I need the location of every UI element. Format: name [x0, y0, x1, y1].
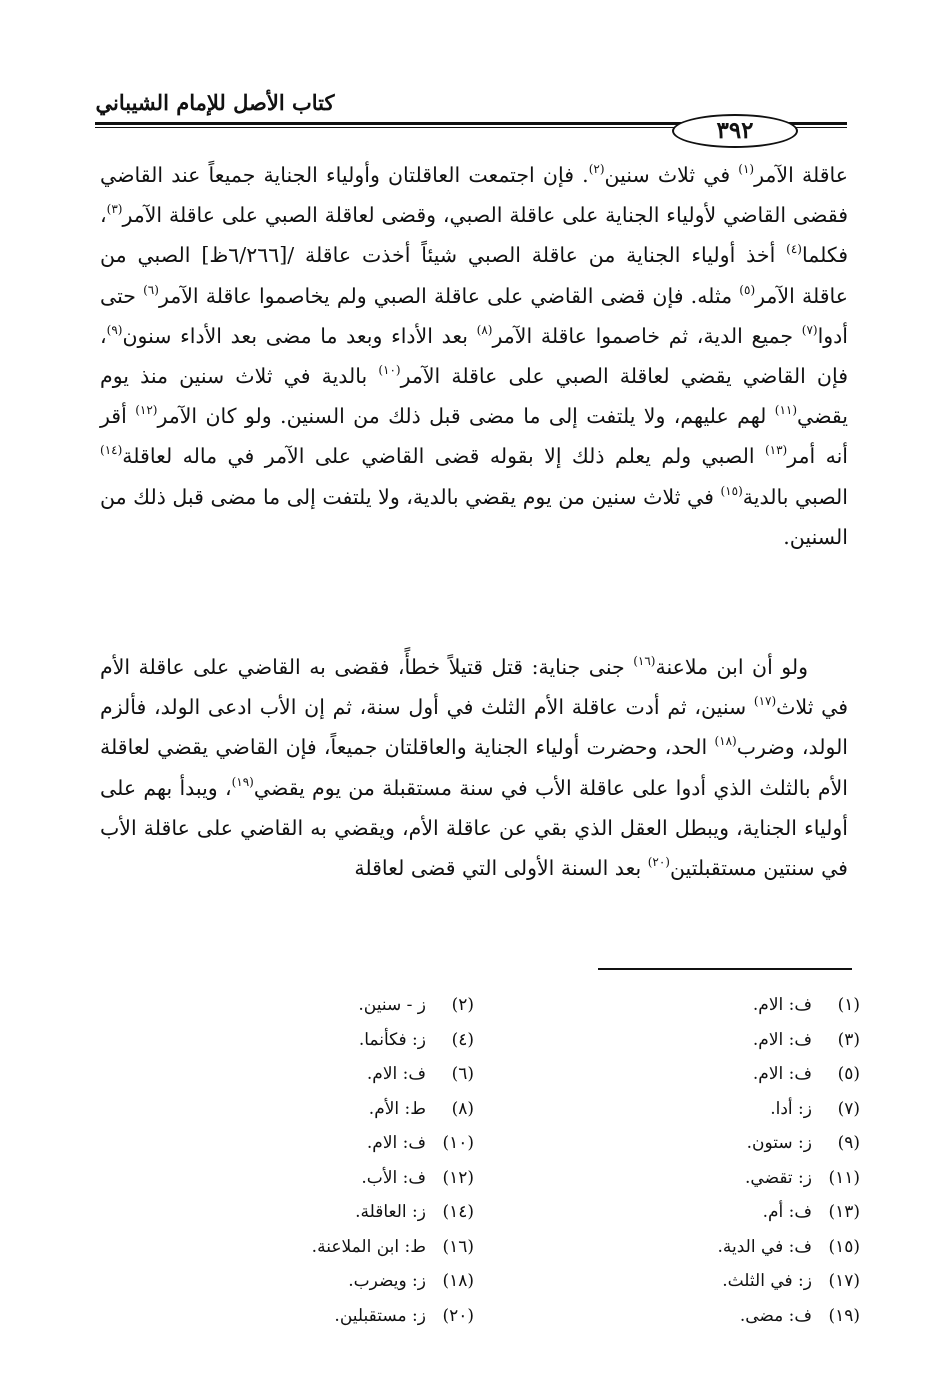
footnote-text: ز: ستون.	[746, 1133, 812, 1153]
footnote-item	[530, 1264, 860, 1299]
footnote-number: (١٧)	[828, 1271, 860, 1291]
footnote-text: ف: في الدية.	[717, 1236, 812, 1257]
footnote-marker: (١٩)	[231, 774, 254, 789]
footnote-marker: (١٣)	[764, 443, 788, 458]
text-run: أقر أنه أمر	[100, 404, 848, 469]
running-header-title: كتاب الأصل للإمام الشيباني	[95, 90, 335, 115]
footnote-number: (١٩)	[828, 1305, 860, 1326]
footnote-number: (١٣)	[828, 1202, 860, 1222]
footnote-text: ز: ويضرب.	[348, 1271, 426, 1291]
footnote-item	[530, 988, 860, 1023]
text-run: . فإن اجتمعت العاقلتان وأولياء الجناية جميعاً عند القاضي فقضى القاضي لأولياء الجناية على عاقلة الصبي، وقضى لعاقلة الصبي على عاقلة الآمر	[100, 163, 848, 228]
footnote-number: (١)	[837, 995, 860, 1015]
footnote-item	[144, 1230, 474, 1265]
footnote-marker: (١٠)	[378, 363, 401, 378]
footnote-text: ط: ابن الملاعنة.	[311, 1236, 426, 1257]
footnote-number: (١٠)	[442, 1133, 474, 1153]
footnote-text: ف: الام.	[752, 995, 812, 1015]
footnote-item	[530, 1023, 860, 1058]
footnote-marker: (٧)	[801, 322, 818, 337]
footnote-text: ز: مستقبلين.	[334, 1305, 426, 1326]
footnote-number: (١٤)	[442, 1202, 474, 1222]
footnote-text: ط: الأم.	[368, 1098, 426, 1119]
footnote-item	[144, 1057, 474, 1092]
text-run: ، فإن القاضي يقضي لعاقلة الصبي على عاقلة الآمر	[100, 323, 848, 389]
text-run: حتى أدوا	[100, 283, 848, 348]
text-run: أخذ أولياء الجناية من عاقلة الصبي شيئاً أخذت عاقلة /[٦/٢٦٦ظ] الصبي من عاقلة الآمر	[100, 243, 849, 308]
footnote-number: (١٨)	[442, 1271, 474, 1291]
text-run: سنين، ثم أدت عاقلة الأم الثلث في أول سنة، ثم إن الأب ادعى الولد، فألزم الولد، وضرب	[100, 695, 849, 760]
footnote-item	[530, 1057, 860, 1092]
footnote-marker: (١٥)	[720, 483, 743, 498]
footnote-number: (١١)	[828, 1167, 860, 1188]
text-run: الصبي بالدية	[742, 484, 848, 509]
footnote-number: (٨)	[451, 1098, 474, 1119]
paragraph-1	[100, 155, 848, 557]
footnote-item	[530, 1299, 860, 1334]
text-run: بعد الأداء وبعد ما مضى بعد الأداء سنون	[122, 323, 477, 348]
footnote-number: (٧)	[837, 1098, 860, 1119]
footnote-number: (١٦)	[442, 1236, 474, 1257]
text-run: في ثلاث سنين	[604, 163, 739, 187]
footnote-number: (٢٠)	[442, 1305, 474, 1326]
footnote-text: ف: الام.	[366, 1064, 426, 1084]
footnote-number: (١٢)	[442, 1167, 474, 1188]
text-run: بعد السنة الأولى التي قضى لعاقلة	[354, 856, 648, 881]
text-run: عاقلة الآمر	[754, 163, 849, 187]
footnote-separator	[598, 968, 852, 970]
footnote-item	[530, 1230, 860, 1265]
footnote-text: ف: الأب.	[361, 1167, 426, 1188]
footnote-marker: (٨)	[476, 322, 493, 337]
footnote-item	[144, 1092, 474, 1127]
footnote-marker: (٢٠)	[647, 855, 670, 870]
text-run: بالدية في ثلاث سنين منذ يوم يقضي	[100, 364, 848, 429]
footnote-number: (٢)	[451, 995, 474, 1015]
text-run: جنى جناية: قتل قتيلاً خطأً، فقضى به القاضي على عاقلة الأم في ثلاث	[100, 655, 849, 720]
footnote-item	[144, 1161, 474, 1196]
footnote-text: ف: مضى.	[739, 1305, 812, 1326]
text-run: جميع الدية، ثم خاصموا عاقلة الآمر	[492, 323, 802, 348]
footnote-marker: (٦)	[143, 282, 159, 297]
text-run: الصبي ولم يعلم ذلك إلا بقوله قضى القاضي على الآمر في ماله لعاقلة	[122, 444, 765, 469]
footnote-item	[144, 1023, 474, 1058]
footnote-item	[530, 1195, 860, 1230]
footnote-item	[144, 1299, 474, 1334]
text-run: لهم عليهم، ولا يلتفت إلى ما مضى قبل ذلك من السنين. ولو كان الآمر	[157, 404, 775, 429]
page-number: ٣٩٢	[672, 114, 798, 148]
footnote-marker: (١)	[738, 162, 755, 176]
footnote-marker: (١٤)	[100, 443, 123, 458]
footnote-marker: (٩)	[106, 322, 123, 337]
footnote-marker: (٤)	[786, 242, 802, 257]
footnote-text: ز: العاقلة.	[355, 1202, 426, 1222]
text-run: ، فكلما	[100, 203, 848, 268]
footnotes-right-column	[530, 988, 860, 1333]
footnote-item	[144, 988, 474, 1023]
footnote-marker: (١٢)	[135, 403, 158, 418]
footnote-item	[144, 1126, 474, 1161]
footnote-number: (٣)	[837, 1029, 860, 1050]
footnote-marker: (١١)	[774, 403, 798, 418]
paragraph-2	[100, 647, 848, 888]
footnote-number: (٩)	[837, 1133, 860, 1153]
footnote-marker: (٥)	[739, 282, 756, 297]
footnote-number: (٥)	[837, 1064, 860, 1084]
footnote-marker: (١٦)	[633, 654, 656, 668]
text-run: ولو أن ابن ملاعنة	[655, 655, 808, 679]
footnote-item	[144, 1264, 474, 1299]
text-run: ، ويبدأ بهم على أولياء الجناية، ويبطل العقل الذي بقي عن عاقلة الأم، ويقضي به القاضي على عاقلة الأب في سنتين مستقبلتين	[100, 775, 848, 881]
footnote-marker: (٢)	[588, 162, 605, 176]
footnote-item	[530, 1126, 860, 1161]
footnote-text: ف: أم.	[762, 1202, 812, 1222]
footnote-marker: (٣)	[106, 202, 123, 217]
footnotes-left-column	[144, 988, 474, 1333]
footnote-text: ز: فكأنما.	[358, 1029, 426, 1050]
footnote-text: ف: الام.	[752, 1029, 812, 1050]
footnote-number: (١٥)	[828, 1236, 860, 1257]
footnote-text: ز: تقضي.	[745, 1167, 812, 1188]
footnote-text: ف: الام.	[752, 1064, 812, 1084]
footnote-item	[144, 1195, 474, 1230]
footnote-text: ز: أدا.	[770, 1098, 812, 1119]
footnote-item	[530, 1092, 860, 1127]
text-run: مثله. فإن قضى القاضي على عاقلة الصبي ولم يخاصموا عاقلة الآمر	[158, 283, 740, 308]
footnote-number: (٦)	[451, 1064, 474, 1084]
footnote-text: ز - سنين.	[358, 995, 426, 1015]
footnote-marker: (١٨)	[714, 734, 737, 749]
footnote-number: (٤)	[451, 1029, 474, 1050]
footnote-item	[530, 1161, 860, 1196]
footnote-text: ز: في الثلث.	[722, 1271, 812, 1291]
footnote-marker: (١٧)	[753, 694, 777, 709]
footnote-text: ف: الام.	[366, 1133, 426, 1153]
text-run: الحد، وحضرت أولياء الجناية والعاقلتان جميعاً، فإن القاضي يقضي لعاقلة الأم بالثلث الذي أدوا على عاقلة الأب في سنة مستقبلة من يوم يقضي	[100, 735, 848, 800]
text-run: في ثلاث سنين من يوم يقضي بالدية، ولا يلتفت إلى ما مضى قبل ذلك من السنين.	[100, 484, 848, 549]
